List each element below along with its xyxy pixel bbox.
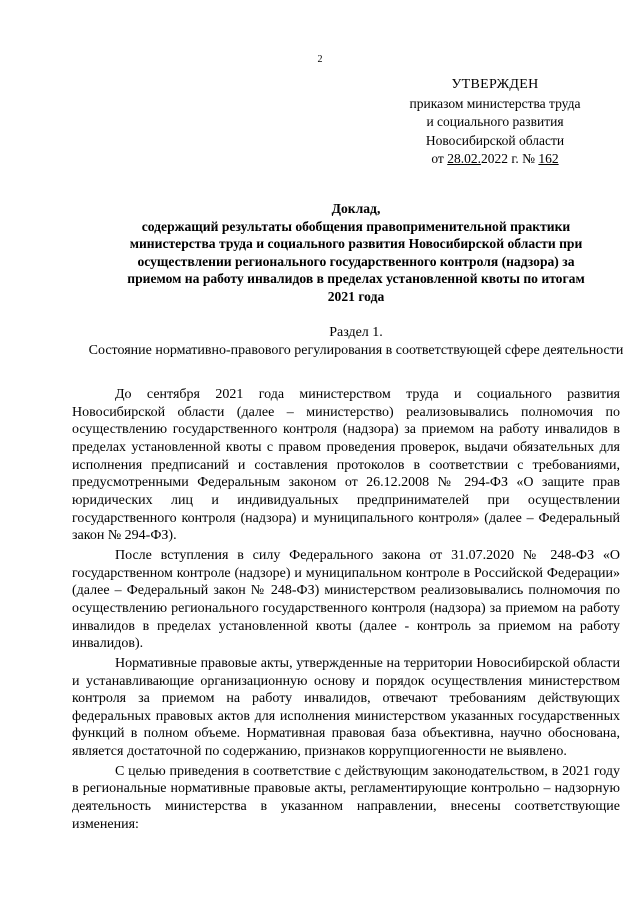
- section-header: [72, 324, 640, 360]
- title-line: приемом на работу инвалидов в пределах установленной квоты по итогам: [127, 271, 585, 287]
- paragraph: С целью приведения в соответствие с действующим законодательством, в 2021 году в региональные нормативные правовые акты, регламентирующие контрольно – надзорную деятельность министерства в указанном направлении, внесены соответствующие изменения:: [72, 763, 620, 832]
- title-line: 2021 года: [327, 288, 385, 304]
- approval-number: 162: [538, 151, 559, 166]
- paragraph: После вступления в силу Федерального закона от 31.07.2020 № 248-ФЗ «О государственном контроле (надзоре) и муниципальном контроле в Российской Федерации» (далее – Федеральный закон № 248-ФЗ) министерством реализовывались полномочия по осуществлению регионального государственного контроля (надзора) за приемом на работу инвалидов в пределах установленной квоты (далее - контроль за приемом на работу инвалидов).: [72, 547, 620, 652]
- approval-block: [395, 76, 595, 169]
- paragraph: До сентября 2021 года министерством труда и социального развития Новосибирской области (далее – министерство) реализовывались полномочия по осуществлению государственного контроля (надзора) за приемом на работу инвалидов в пределах установленной квоты с правом проведения проверок, выдачи обязательных для исполнения предписаний и составления протоколов в соответствии с требованиями, предусмотренными Федеральным законом от 26.12.2008 № 294-ФЗ «О защите прав юридических лиц и индивидуальных предпринимателей при осуществлении государственного контроля (надзора) и муниципального контроля» (далее – Федеральный закон № 294-ФЗ).: [72, 387, 620, 544]
- approval-date-line: [395, 150, 595, 169]
- approval-date: 28.02.: [447, 151, 481, 166]
- page-number: 2: [317, 54, 323, 65]
- title-line: Доклад,: [331, 201, 381, 216]
- title-line: осуществлении регионального государственного контроля (надзора) за: [137, 253, 575, 269]
- approval-date-suffix: 2022 г. №: [480, 151, 539, 166]
- approval-heading: УТВЕРЖДЕН: [451, 77, 539, 92]
- section-heading: Состояние нормативно-правового регулирования в соответствующей сфере деятельности: [88, 343, 624, 358]
- title-line: содержащий результаты обобщения правоприменительной практики: [141, 218, 571, 234]
- approval-date-prefix: от: [431, 151, 448, 166]
- approval-line: и социального развития: [426, 114, 564, 129]
- approval-line: Новосибирской области: [425, 132, 565, 148]
- paragraph: Нормативные правовые акты, утвержденные на территории Новосибирской области и устанавливающие организационную основу и порядок осуществления министерством контроля за приемом на работу инвалидов, отвечают требованиям действующих федеральных правовых актов для исполнения министерством указанных государственных функций в полном объеме. Нормативная правовая база объективна, научно обоснована, является достаточной по содержанию, признаков коррупциогенности не выявлено.: [72, 655, 620, 760]
- document-body: [72, 386, 620, 835]
- title-line: министерства труда и социального развития Новосибирской области при: [129, 236, 583, 252]
- document-title: [72, 200, 640, 306]
- section-label: Раздел 1.: [329, 325, 383, 340]
- approval-line: приказом министерства труда: [409, 95, 581, 111]
